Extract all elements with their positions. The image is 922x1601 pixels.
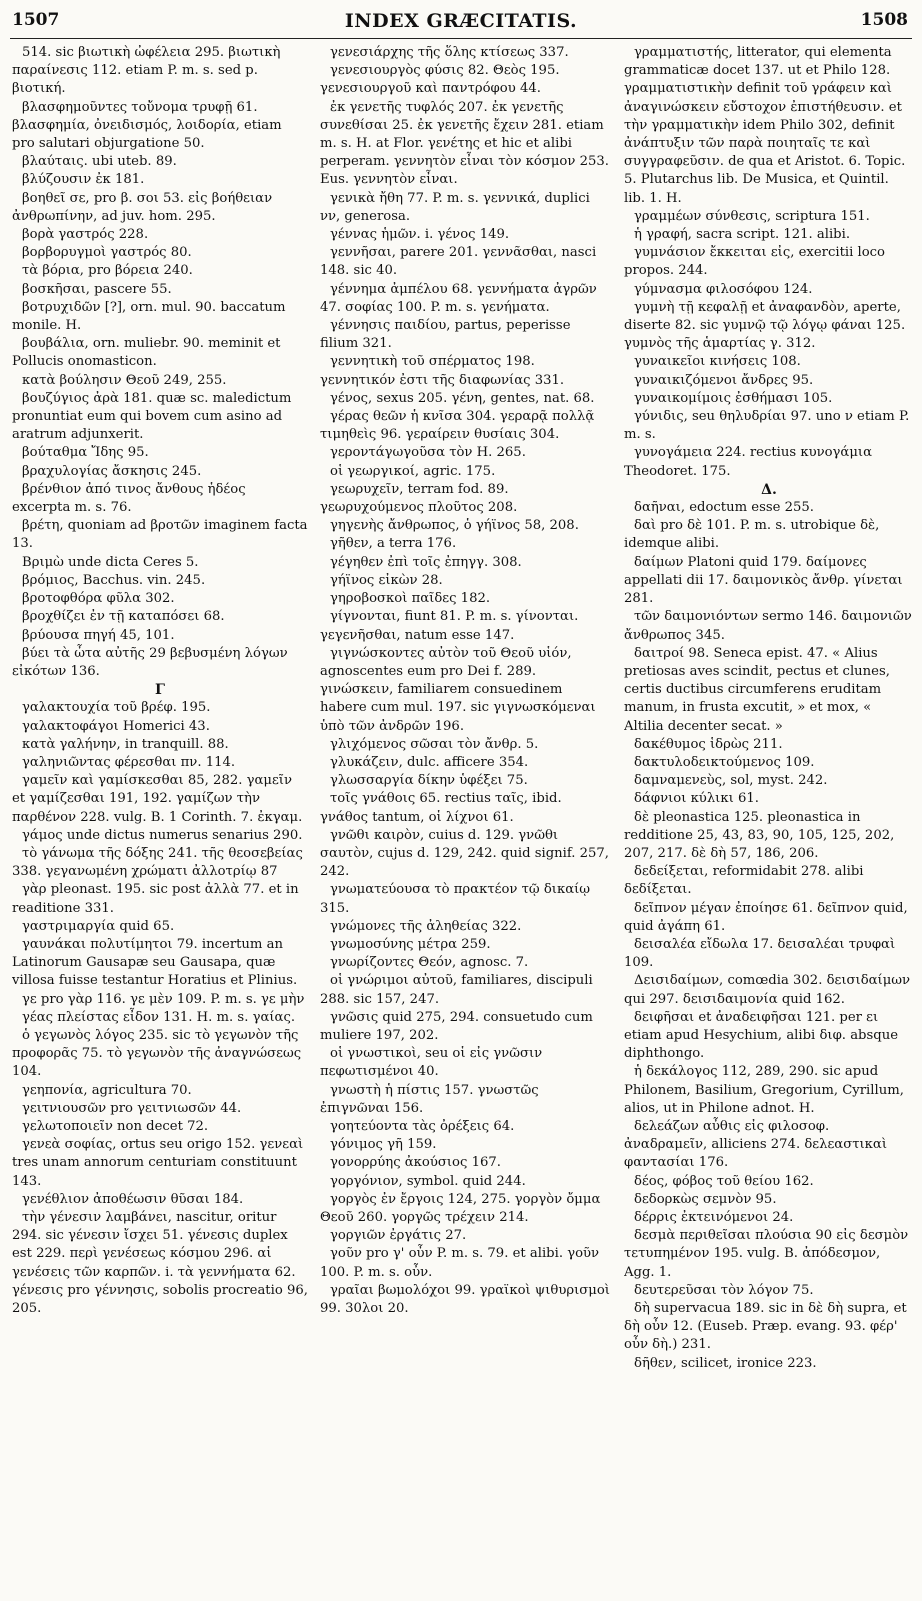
index-entry: γενεσιουργὸς φύσις 82. Θεὸς 195. γενεσιουργοῦ καὶ παντρόφου 44. <box>320 63 560 97</box>
letter-heading: Γ <box>155 682 165 699</box>
index-entry: γέννημα ἀμπέλου 68. γεννήματα ἀγρῶν 47. σοφίας 100. P. m. s. γενήματα. <box>320 281 597 315</box>
index-entry: δαμναμενεὺς, sol, myst. 242. <box>634 773 828 789</box>
index-entry: βοσκῆσαι, pascere 55. <box>22 281 172 297</box>
index-entry: 514. sic βιωτικὴ ὠφέλεια 295. βιωτικὴ παραίνεσις 112. etiam P. m. s. sed p. βιοτική. <box>12 45 281 97</box>
index-entry: δαιτροί 98. Seneca epist. 47. « Alius pretiosas aves scindit, pectus et clunes, certis ductibus circumferens eruditam manum, in frusta excutit, » et mox, « Altilia decenter secat. » <box>624 645 890 734</box>
index-entry: γύνιδις, seu θηλυδρίαι 97. uno ν etiam P. m. s. <box>624 409 910 443</box>
index-entry: γύμνασμα φιλοσόφου 124. <box>634 281 813 297</box>
letter-heading: Δ. <box>761 481 777 498</box>
index-entry: δακτυλοδεικτούμενος 109. <box>634 754 815 770</box>
index-entry: δεδείξεται, reformidabit 278. alibi δεδίξεται. <box>624 864 864 898</box>
index-entry: γαληνιῶντας φέρεσθαι πν. 114. <box>22 754 236 770</box>
index-entry: ὁ γεγωνὸς λόγος 235. sic τὸ γεγωνὸν τῆς προφορᾶς 75. τὸ γεγωνὸν τῆς ἀναγνώσεως 104. <box>12 1027 302 1080</box>
index-entry: ἡ γραφή, sacra script. 121. alibi. <box>634 227 851 243</box>
index-entry: οἱ γεωργικοί, agric. 175. <box>330 463 496 479</box>
index-entry: γαστριμαργία quid 65. <box>22 918 175 934</box>
index-entry: δεῖπνον μέγαν ἐποίησε 61. δεῖπνον quid, quid ἀγάπη 61. <box>624 900 908 934</box>
index-entry: γαμεῖν καὶ γαμίσκεσθαι 85, 282. γαμεῖν et γαμίζεσθαι 191, 192. γαμίζων τὴν παρθένον 228. vulg. B. 1 Corinth. 7. ἐκγαμ. <box>12 773 303 825</box>
index-entry: γλιχόμενος σῶσαι τὸν ἄνθρ. 5. <box>330 736 539 752</box>
index-entry: δαὶ pro δὲ 101. P. m. s. utrobique δὲ, idemque alibi. <box>624 518 880 552</box>
index-entry: γιγνώσκοντες αὐτὸν τοῦ Θεοῦ υἱόν, agnoscentes eum pro Dei f. 289. γινώσκειν, familiarem consuedinem habere cum mul. 197. sic γιγνωσκόμεναι ὑπὸ τῶν ἀνδρῶν 196. <box>320 645 596 734</box>
index-entry: γοητεύοντα τὰς ὀρέξεις 64. <box>330 1118 515 1134</box>
index-entry: γεωρυχεῖν, terram fod. 89. γεωρυχούμενος πλοῦτος 208. <box>320 481 518 516</box>
index-entry: δαῆναι, edoctum esse 255. <box>634 500 814 516</box>
index-entry: βλασφημοῦντες τοὔνομα τρυφῇ 61. βλασφημία, ὀνειδισμός, λοιδορία, etiam pro salutari objurgatione 50. <box>12 99 282 152</box>
index-entry: γνῶσις quid 275, 294. consuetudo cum muliere 197, 202. <box>320 1009 593 1043</box>
index-entry: κατὰ βούλησιν Θεοῦ 249, 255. <box>22 372 227 388</box>
index-entry: γυμνάσιον ἔκκειται εἰς, exercitii loco propos. 244. <box>624 245 885 279</box>
running-title: INDEX GRÆCITATIS. <box>344 10 578 32</box>
index-entry: βουζύγιος ἀρὰ 181. quæ sc. maledictum pronuntiat eum qui bovem cum asino ad aratrum adjunxerit. <box>12 390 292 443</box>
column-2 <box>320 44 612 1592</box>
index-entry: τὰ βόρια, pro βόρεια 240. <box>22 263 193 279</box>
index-entry: γοῦν pro γ' οὖν P. m. s. 79. et alibi. γοῦν 100. P. m. s. οὖν. <box>320 1246 600 1280</box>
index-entry: βοηθεῖ σε, pro β. σοι 53. εἰς βοήθειαν ἀνθρωπίνην, ad juv. hom. 295. <box>12 190 273 224</box>
index-entry: δεσμὰ περιθεῖσαι πλούσια 90 εἰς δεσμὸν τετυπημένον 195. vulg. B. ἀπόδεσμον, Agg. 1. <box>624 1228 909 1280</box>
index-entry: γέννησις παιδίου, partus, peperisse filium 321. <box>320 318 571 352</box>
index-entry: γραμμέων σύνθεσις, scriptura 151. <box>634 208 870 224</box>
index-entry: ἐκ γενετῆς τυφλός 207. ἐκ γενετῆς συνεθίσαι 25. ἐκ γενετῆς ἔχειν 281. etiam m. s. H. at Flor. γενέτης et hic et alibi perperam. γεννητὸν εἶναι τὸν κόσμον 253. Eus. γεννητὸν εἶναι. <box>320 99 609 188</box>
index-entry: γενέθλιον ἀποθέωσιν θῦσαι 184. <box>22 1191 244 1207</box>
index-entry: τὸ γάνωμα τῆς δόξης 241. τῆς θεοσεβείας 338. γεγανωμένη χρώματι ἀλλοτρίῳ 87 <box>12 845 303 880</box>
index-entry: γέγηθεν ἐπὶ τοῖς ἐπηγγ. 308. <box>330 554 522 570</box>
index-entry: γῆθεν, a terra 176. <box>330 536 457 552</box>
index-entry: βούταθμα Ἴδης 95. <box>22 445 149 461</box>
index-entry: βροχθίζει ἐν τῇ καταπόσει 68. <box>22 609 225 625</box>
index-entry: γραμματιστής, litterator, qui elementa grammaticæ docet 137. ut et Philo 128. γραμματιστικὴν definit τοῦ γράφειν καὶ ἀναγινώσκειν εὔστοχον ἐπιστήθευσιν. et τὴν γραμματικὴν idem Philo 302, definit ἀνάπτυξιν τῶν παρὰ ποιηταῖς τε καὶ συγγραφεῦσιν. de qua et Aristot. 6. Topic. 5. Plutarchus lib. De Musica, et Quintil. lib. 1. H. <box>624 45 906 206</box>
index-entry: γαλακτοφάγοι Homerici 43. <box>22 718 210 734</box>
column-1 <box>12 44 308 1592</box>
index-entry: βοτρυχιδῶν [?], orn. mul. 90. baccatum monile. H. <box>12 299 286 334</box>
index-entry: γὰρ pleonast. 195. sic post ἀλλὰ 77. et in readitione 331. <box>12 882 299 916</box>
index-entry: γοργιῶν ἐργάτις 27. <box>330 1228 467 1244</box>
index-entry: Βριμὼ unde dicta Ceres 5. <box>22 554 199 570</box>
index-entry: γλυκάζειν, dulc. afficere 354. <box>330 754 529 770</box>
index-entry: δὲ pleonastica 125. pleonastica in redditione 25, 43, 83, 90, 105, 125, 202, 207, 217. δὲ δὴ 57, 186, 206. <box>624 809 895 861</box>
index-entry: βύει τὰ ὦτα αὐτῆς 29 βεβυσμένη λόγων εἰκότων 136. <box>12 645 288 679</box>
index-entry: γυναικομίμοις ἐσθήμασι 105. <box>634 390 833 406</box>
index-entry: δάφνιοι κύλικι 61. <box>634 791 759 807</box>
index-entry: γλωσσαργία δίκην ὑφέξει 75. <box>330 773 528 789</box>
index-entry: γοργὸς ἐν ἔργοις 124, 275. γοργὸν ὄμμα Θεοῦ 260. γοργῶς τρέχειν 214. <box>320 1191 601 1225</box>
index-entry: δελεάζων αὖθις εἰς φιλοσοφ. ἀναδραμεῖν, alliciens 274. δελεαστικαὶ φαντασίαι 176. <box>624 1118 887 1171</box>
index-entry: κατὰ γαλήνην, in tranquill. 88. <box>22 736 229 752</box>
index-entry: γνῶθι καιρὸν, cuius d. 129. γνῶθι σαυτὸν, cujus d. 129, 242. quid signif. 257, 242. <box>320 827 609 880</box>
index-entry: δευτερεῦσαι τὸν λόγον 75. <box>634 1282 814 1298</box>
index-entry: γελωτοποιεῖν non decet 72. <box>22 1118 209 1134</box>
index-entry: γε pro γὰρ 116. γε μὲν 109. P. m. s. γε μὴν <box>22 991 305 1007</box>
index-entry: γνωστὴ ἡ πίστις 157. γνωστῶς ἐπιγνῶναι 156. <box>320 1082 539 1116</box>
index-entry: γεννητικὴ τοῦ σπέρματος 198. γεννητικόν ἐστι τῆς διαφωνίας 331. <box>320 354 565 388</box>
left-page-number: 1507 <box>12 10 60 30</box>
index-entry: βορὰ γαστρός 228. <box>22 227 149 243</box>
index-entry: γέρας θεῶν ἡ κνῖσα 304. γεραρᾷ πολλᾷ τιμηθεὶς 96. γεραίρειν θυσίαις 304. <box>320 409 595 443</box>
index-entry: βορβορυγμοὶ γαστρός 80. <box>22 245 192 261</box>
index-entry: τῶν δαιμονιόντων sermo 146. δαιμονιῶν ἄνθρωπος 345. <box>624 609 912 643</box>
index-entry: γυναικεῖοι κινήσεις 108. <box>634 354 801 370</box>
index-entry: ἡ δεκάλογος 112, 289, 290. sic apud Philonem, Basilium, Gregorium, Cyrillum, alios, ut in Philone adnot. H. <box>624 1064 904 1116</box>
index-entry: γέννας ἡμῶν. i. γένος 149. <box>330 227 510 243</box>
index-entry: δειφῆσαι et ἀναδειφῆσαι 121. per ει etiam apud Hesychium, alibi διφ. absque diphthongo. <box>624 1009 899 1062</box>
right-page-number: 1508 <box>860 10 908 30</box>
index-entry: γενεὰ σοφίας, ortus seu origo 152. γενεαὶ tres unam annorum centuriam constituunt 143. <box>12 1137 304 1189</box>
index-entry: βρένθιον ἀπό τινος ἄνθους ἡδέος excerpta m. s. 76. <box>12 481 246 516</box>
index-entry: οἱ γνωστικοὶ, seu οἱ εἰς γνῶσιν πεφωτισμένοι 40. <box>320 1046 543 1080</box>
index-entry: βλαύταις. ubi uteb. 89. <box>22 154 177 170</box>
index-entry: γενεσιάρχης τῆς ὅλης κτίσεως 337. <box>330 45 569 60</box>
index-entry: γυνογάμεια 224. rectius κυνογάμια Theodoret. 175. <box>624 445 872 479</box>
index-entry: βρέτη, quoniam ad βροτῶν imaginem facta 13. <box>12 518 308 552</box>
index-entry: γαλακτουχία τοῦ βρέφ. 195. <box>22 700 211 716</box>
index-entry: γένος, sexus 205. γένη, gentes, nat. 68. <box>330 390 595 406</box>
index-entry: Δεισιδαίμων, comœdia 302. δεισιδαίμων qui 297. δεισιδαιμονία quid 162. <box>624 973 911 1007</box>
index-entry: βρόμιος, Bacchus. vin. 245. <box>22 572 206 588</box>
index-entry: γνώμονες τῆς ἀληθείας 322. <box>330 918 522 934</box>
index-entry: γεηπονία, agricultura 70. <box>22 1082 192 1098</box>
index-entry: δεισαλέα εἴδωλα 17. δεισαλέαι τρυφαὶ 109. <box>624 936 896 971</box>
index-entry: γεροντάγωγοῦσα τὸν H. 265. <box>330 445 526 461</box>
index-entry: γοργόνιον, symbol. quid 244. <box>330 1173 526 1189</box>
index-entry: δέος, φόβος τοῦ θείου 162. <box>634 1173 814 1189</box>
index-entry: γηγενὴς ἄνθρωπος, ὁ γήϊνος 58, 208. <box>330 518 579 534</box>
index-entry: γάμος unde dictus numerus senarius 290. <box>22 827 303 843</box>
index-entry: βλύζουσιν ἐκ 181. <box>22 172 145 188</box>
index-entry: βρύουσα πηγή 45, 101. <box>22 627 175 643</box>
index-entry: οἱ γνώριμοι αὐτοῦ, familiares, discipuli 288. sic 157, 247. <box>320 973 593 1007</box>
index-entry: γραῖαι βωμολόχοι 99. γραϊκοὶ ψιθυρισμοὶ 99. 30λοι 20. <box>320 1282 610 1317</box>
index-entry: βουβάλια, orn. muliebr. 90. meminit et Pollucis onomasticon. <box>12 336 281 370</box>
index-entry: γυναικιζόμενοι ἄνδρες 95. <box>634 372 814 388</box>
index-entry: γνωμοσύνης μέτρα 259. <box>330 936 491 952</box>
index-entry: γενικὰ ἤθη 77. P. m. s. γεννικά, duplici νν, generosa. <box>320 190 590 224</box>
index-entry: δαίμων Platoni quid 179. δαίμονες appellati dii 17. δαιμονικὸς ἄνθρ. γίνεται 281. <box>624 554 903 607</box>
index-entry: γίγνονται, fiunt 81. P. m. s. γίνονται. γεγενῆσθαι, natum esse 147. <box>320 609 579 643</box>
index-entry: γνωρίζοντες Θεόν, agnosc. 7. <box>330 955 529 971</box>
index-entry: γονορρύης ἀκούσιος 167. <box>330 1155 501 1171</box>
index-entry: δῆθεν, scilicet, ironice 223. <box>634 1355 817 1371</box>
index-entry: δεδορκὼς σεμνὸν 95. <box>634 1191 777 1207</box>
index-entry: γυμνὴ τῇ κεφαλῇ et ἀναφανδὸν, aperte, diserte 82. sic γυμνῷ τῷ λόγῳ φάναι 125. γυμνὸς τῆς ἁμαρτίας γ. 312. <box>624 299 906 352</box>
index-entry: γήϊνος εἰκὼν 28. <box>330 572 443 588</box>
index-entry: τὴν γένεσιν λαμβάνει, nascitur, oritur 294. sic γένεσιν ἴσχει 51. γένεσις duplex est 229. περὶ γενέσεως κόσμου 296. αἱ γενέσεις τῶν καρπῶν. i. τὰ γεννήματα 62. γένεσις pro γέννησις, sobolis procreatio 96, 205. <box>12 1210 308 1317</box>
index-entry: γόνιμος γῆ 159. <box>330 1137 437 1153</box>
page-header <box>0 0 922 40</box>
index-entry: γέας πλείστας εἶδον 131. H. m. s. γαίας. <box>22 1009 296 1025</box>
index-entry: γειτνιουσῶν pro γειτνιωσῶν 44. <box>22 1100 242 1116</box>
index-entry: βραχυλογίας ἄσκησις 245. <box>22 463 202 479</box>
index-entry: δέρρις ἐκτεινόμενοι 24. <box>634 1210 794 1225</box>
index-entry: γεννῆσαι, parere 201. γεννᾶσθαι, nasci 148. sic 40. <box>320 245 597 279</box>
index-entry: βροτοφθόρα φῦλα 302. <box>22 591 175 607</box>
index-entry: γηροβοσκοὶ παῖδες 182. <box>330 591 491 607</box>
index-entry: γαυνάκαι πολυτίμητοι 79. incertum an Latinorum Gausapæ seu Gausapa, quæ villosa fuisse testantur Horatius et Plinius. <box>12 936 298 989</box>
index-entry: γνωματεύουσα τὸ πρακτέον τῷ δικαίῳ 315. <box>320 882 591 916</box>
column-3 <box>624 44 914 1592</box>
index-entry: δακέθυμος ἱδρὼς 211. <box>634 736 783 752</box>
index-entry: δὴ supervacua 189. sic in δὲ δὴ supra, et δὴ οὖν 12. (Euseb. Præp. evang. 93. φέρ' οὖν δὴ.) 231. <box>624 1301 907 1353</box>
header-rule <box>10 38 912 39</box>
index-entry: τοῖς γνάθοις 65. rectius ταῖς, ibid. γνάθος tantum, οἱ λίχνοι 61. <box>320 791 562 825</box>
